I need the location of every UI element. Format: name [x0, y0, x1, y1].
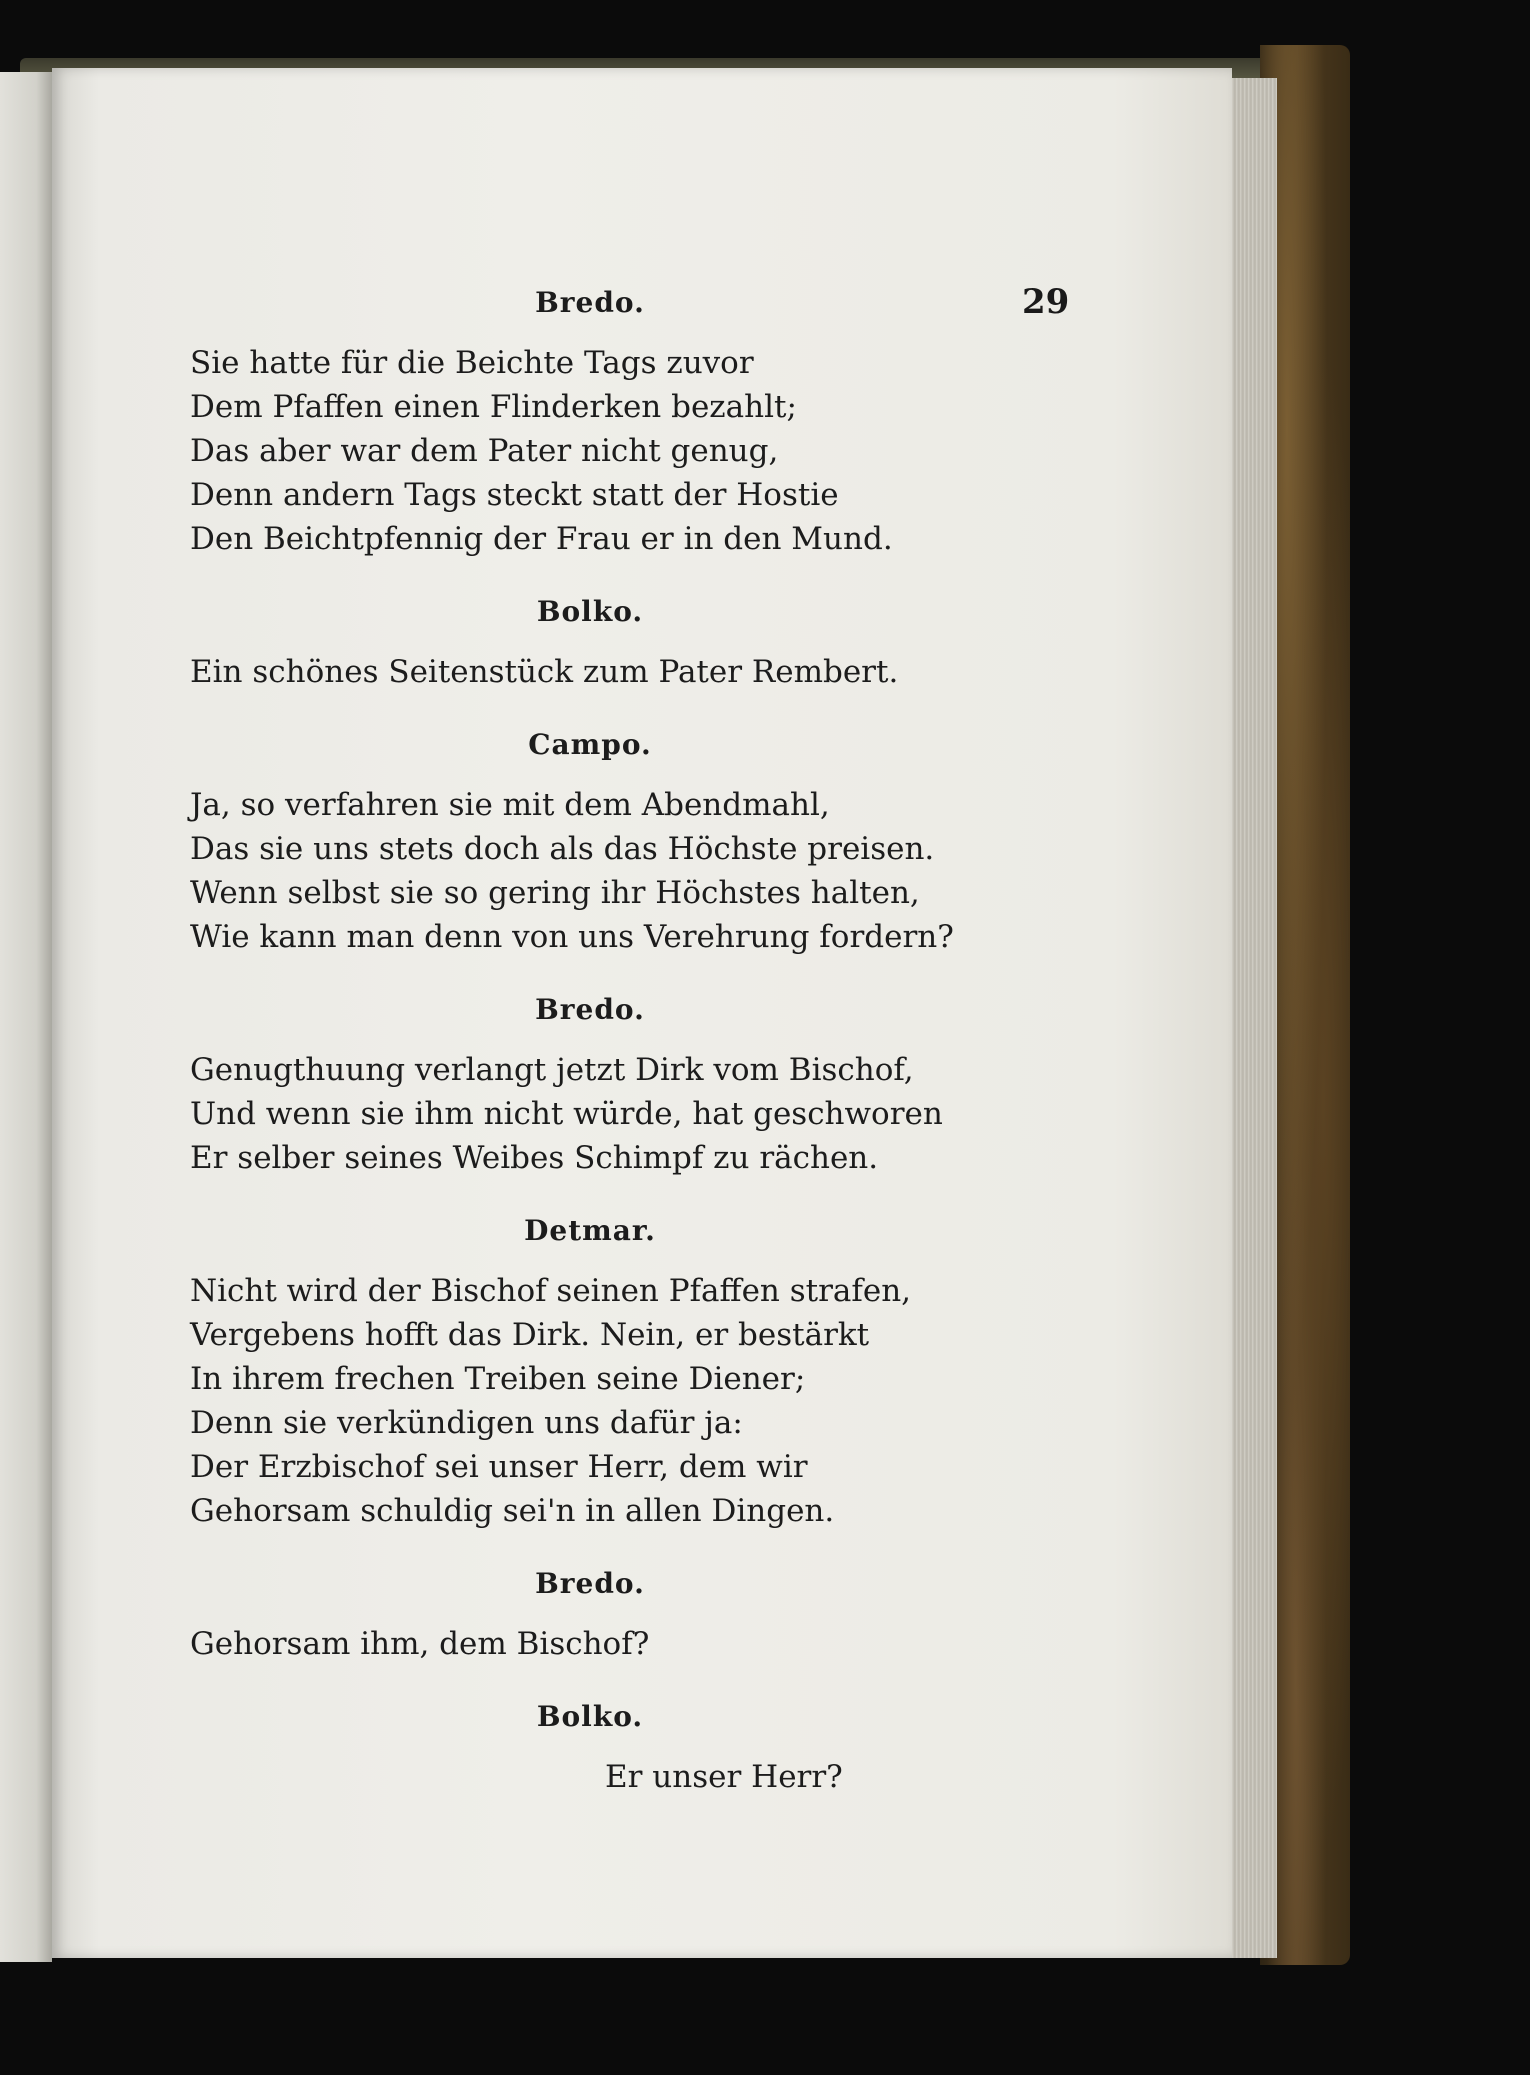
- speaker-name: Detmar.: [524, 1214, 656, 1247]
- verse-line: Ja, so verfahren sie mit dem Abendmahl,: [190, 787, 830, 823]
- speaker-name: Bredo.: [535, 286, 645, 319]
- left-page-edge: [0, 72, 52, 1962]
- verse-line: Denn sie verkündigen uns dafür ja:: [190, 1405, 743, 1441]
- verse-line: Sie hatte für die Beichte Tags zuvor: [190, 345, 754, 381]
- verse-line: Er selber seines Weibes Schimpf zu rächen.: [190, 1140, 879, 1176]
- speaker-name: Bredo.: [535, 993, 645, 1026]
- verse-line: Gehorsam ihm, dem Bischof?: [190, 1626, 650, 1662]
- dialogue-section: [190, 993, 990, 1180]
- verse-line: Den Beichtpfennig der Frau er in den Mund.: [190, 521, 893, 557]
- verse-line: Denn andern Tags steckt statt der Hostie: [190, 477, 839, 513]
- verse-line: Vergebens hofft das Dirk. Nein, er bestärkt: [190, 1317, 870, 1353]
- verse-line: Wie kann man denn von uns Verehrung fordern?: [190, 919, 954, 955]
- speaker-name: Campo.: [528, 728, 652, 761]
- dialogue-section: [190, 728, 990, 959]
- verse-line: Das aber war dem Pater nicht genug,: [190, 433, 779, 469]
- speaker-name: Bolko.: [536, 1700, 644, 1733]
- verse-line: Und wenn sie ihm nicht würde, hat geschworen: [190, 1096, 943, 1132]
- dialogue-section: [190, 286, 990, 561]
- dialogue-section: [190, 1214, 990, 1533]
- dialogue-section: [190, 1567, 990, 1666]
- dialogue-section: [190, 1700, 990, 1799]
- verse-line: Wenn selbst sie so gering ihr Höchstes halten,: [190, 875, 920, 911]
- speaker-name: Bolko.: [536, 595, 644, 628]
- page-number: 29: [1022, 282, 1070, 322]
- verse-line: Der Erzbischof sei unser Herr, dem wir: [190, 1449, 808, 1485]
- verse-line: Genugthuung verlangt jetzt Dirk vom Bischof,: [190, 1052, 914, 1088]
- verse-line: In ihrem frechen Treiben seine Diener;: [190, 1361, 806, 1397]
- dialogue-section: [190, 595, 990, 694]
- verse-line: Das sie uns stets doch als das Höchste preisen.: [190, 831, 935, 867]
- verse-line: Dem Pfaffen einen Flinderken bezahlt;: [190, 389, 797, 425]
- verse-line: Er unser Herr?: [605, 1759, 843, 1795]
- page-edges: [1228, 78, 1277, 1958]
- play-text: [190, 286, 990, 1833]
- verse-line: Ein schönes Seitenstück zum Pater Rembert.: [190, 654, 899, 690]
- verse-line: Gehorsam schuldig sei'n in allen Dingen.: [190, 1493, 835, 1529]
- speaker-name: Bredo.: [535, 1567, 645, 1600]
- verse-line: Nicht wird der Bischof seinen Pfaffen strafen,: [190, 1273, 912, 1309]
